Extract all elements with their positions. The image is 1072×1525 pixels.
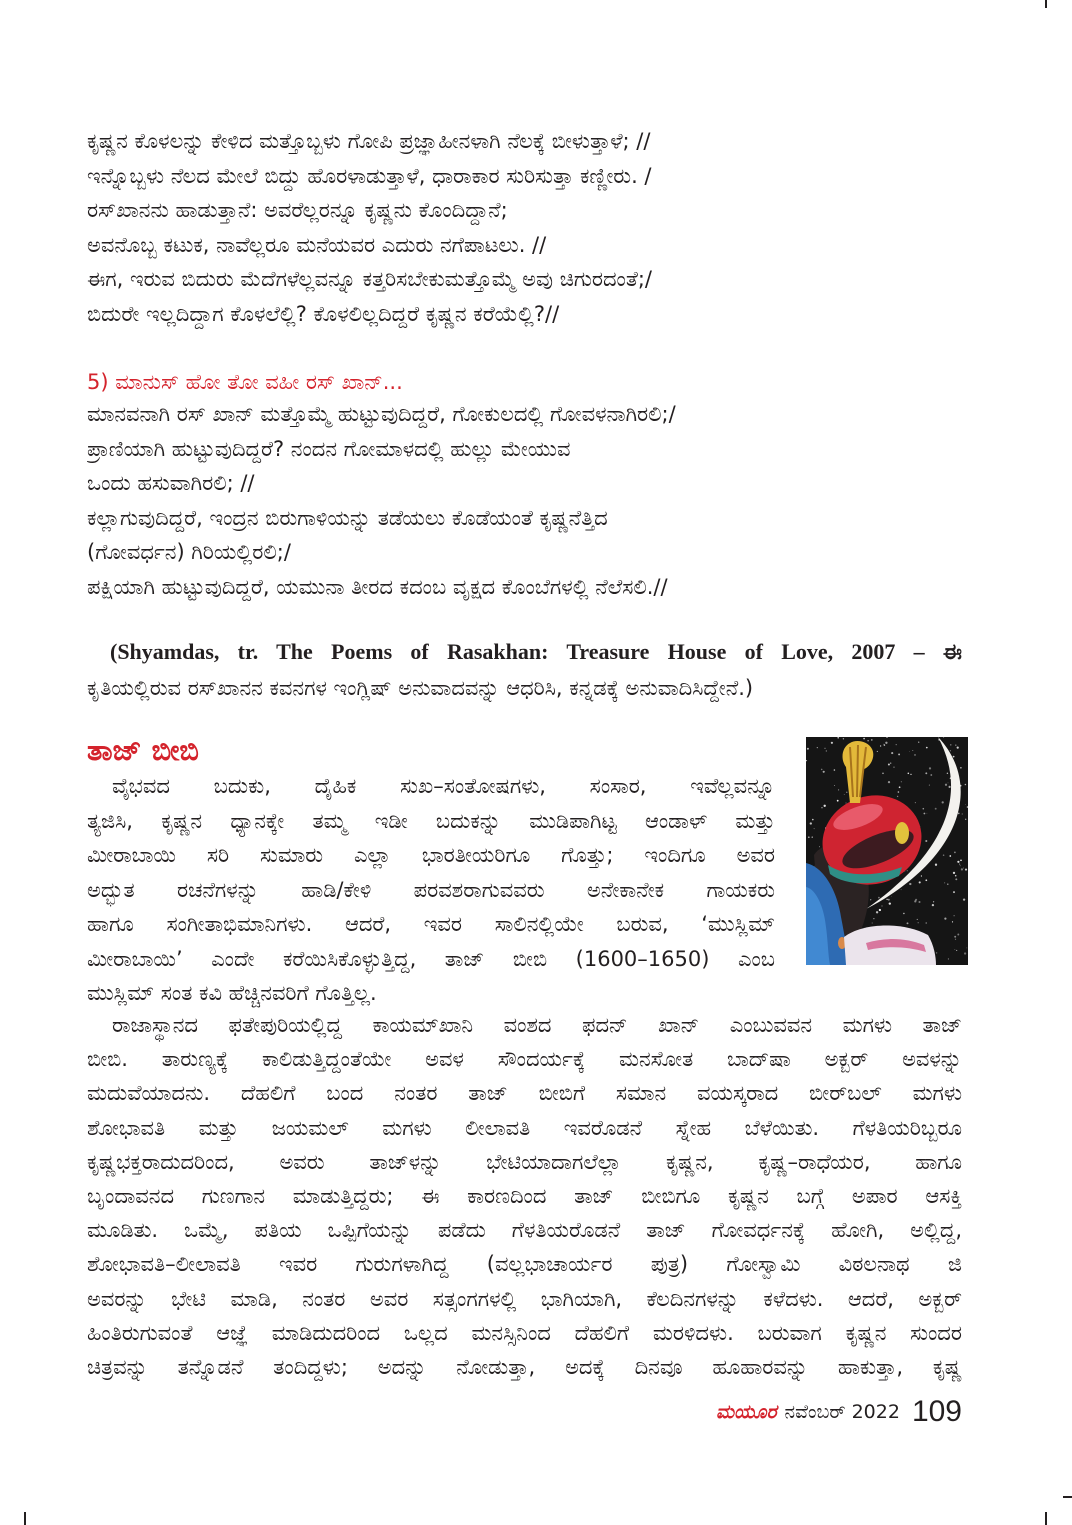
- star: [959, 864, 960, 865]
- star: [955, 875, 957, 877]
- star: [964, 952, 966, 954]
- poem-line: ಕೃಷ್ಣನ ಕೊಳಲನ್ನು ಕೇಳಿದ ಮತ್ತೊಬ್ಬಳು ಗೋಪಿ ಪ್ರಜ್ಞಾಹೀನಳಾಗಿ ನೆಲಕ್ಕೆ ಬೀಳುತ್ತಾಳೆ; //: [87, 129, 651, 153]
- star: [954, 915, 955, 916]
- star: [965, 804, 966, 805]
- star: [898, 753, 900, 755]
- star: [926, 922, 927, 923]
- star: [831, 742, 833, 744]
- star: [942, 801, 944, 803]
- star: [907, 922, 909, 924]
- star: [923, 813, 925, 815]
- star: [954, 936, 956, 938]
- star: [890, 762, 891, 763]
- star: [821, 769, 823, 771]
- star: [834, 785, 835, 786]
- star: [889, 902, 891, 904]
- paragraph-line: ಕೃಷ್ಣಭಕ್ತರಾದುದರಿಂದ, ಅವರು ತಾಜ್‌ಳನ್ನು ಭೇಟಿಯಾದಾಗಲೆಲ್ಲಾ ಕೃಷ್ಣನ, ಕೃಷ್ಣ–ರಾಧೆಯರ, ಹಾಗೂ: [87, 1149, 962, 1174]
- star: [929, 767, 931, 769]
- star: [925, 879, 927, 881]
- star: [958, 813, 960, 815]
- star: [954, 851, 956, 853]
- star: [808, 836, 810, 838]
- star: [943, 854, 945, 856]
- paragraph-line: ಶೋಭಾವತಿ ಮತ್ತು ಜಯಮಲ್ ಮಗಳು ಲೀಲಾವತಿ ಇವರೊಡನೆ ಸ್ನೇಹ ಬೆಳೆಯಿತು. ಗೆಳತಿಯರಿಬ್ಬರೂ: [87, 1115, 962, 1140]
- paragraph-line: ಹಾಗೂ ಸಂಗೀತಾಭಿಮಾನಿಗಳು. ಆದರೆ, ಇವರ ಸಾಲಿನಲ್ಲಿಯೇ ಬರುವ, ‘ಮುಸ್ಲಿಮ್: [87, 912, 775, 936]
- star: [967, 948, 968, 949]
- star: [846, 792, 847, 793]
- star: [932, 904, 934, 906]
- star: [962, 814, 963, 815]
- star: [834, 769, 836, 771]
- paragraph-line: ಬೃಂದಾವನದ ಗುಣಗಾನ ಮಾಡುತ್ತಿದ್ದರು; ಈ ಕಾರಣದಿಂದ ತಾಜ್ ಬೀಬಿಗೂ ಕೃಷ್ಣನ ಬಗ್ಗೆ ಅಪಾರ ಆಸಕ್ತಿ: [87, 1183, 962, 1208]
- crop-mark-top-right: [1045, 0, 1047, 8]
- star: [909, 883, 911, 885]
- star: [807, 748, 809, 750]
- star: [870, 899, 871, 900]
- star: [882, 772, 884, 774]
- paragraph-line: ಮೀರಾಬಾಯಿ’ ಎಂದೇ ಕರೆಯಿಸಿಕೊಳ್ಳುತ್ತಿದ್ದ, ತಾಜ್ ಬೀಬಿ (1600–1650) ಎಂಬ: [87, 946, 775, 971]
- paragraph-line: ಹಿಂತಿರುಗುವಂತೆ ಆಜ್ಞೆ ಮಾಡಿದುದರಿಂದ ಒಲ್ಲದ ಮನಸ್ಸಿನಿಂದ ದೆಹಲಿಗೆ ಮರಳಿದಳು. ಬರುವಾಗ ಕೃಷ್ಣನ ಸುಂದರ: [87, 1320, 962, 1345]
- star: [919, 881, 921, 883]
- star: [947, 884, 948, 885]
- poem-line: ರಸ್‌ಖಾನನು ಹಾಡುತ್ತಾನೆ: ಅವರೆಲ್ಲರನ್ನೂ ಕೃಷ್ಣನು ಕೊಂದಿದ್ದಾನೆ;: [87, 198, 508, 222]
- star: [918, 901, 920, 903]
- source-citation: [87, 634, 962, 706]
- paragraph-line: ರಾಜಾಸ್ಥಾನದ ಫತೇಪುರಿಯಲ್ಲಿದ್ದ ಕಾಯಮ್‌ಖಾನಿ ವಂಶದ ಫದನ್ ಖಾನ್ ಎಂಬುವವನ ಮಗಳು ತಾಜ್: [112, 1013, 962, 1037]
- star: [953, 891, 955, 893]
- star: [910, 774, 911, 775]
- crop-mark-bottom-left-vertical: [24, 1512, 26, 1525]
- star: [936, 952, 937, 953]
- star: [867, 740, 868, 741]
- star: [908, 773, 910, 775]
- star: [963, 898, 965, 900]
- star: [823, 771, 825, 773]
- poem-5-heading: 5) ಮಾನುಸ್ ಹೋ ತೋ ವಹೀ ರಸ್ ಖಾನ್...: [87, 370, 403, 394]
- star: [955, 878, 957, 880]
- article-heading: ತಾಜ್ ಬೀಬಿ: [87, 733, 199, 767]
- star: [953, 872, 955, 874]
- star: [925, 772, 927, 774]
- star: [885, 742, 887, 744]
- star: [957, 746, 959, 748]
- star: [956, 950, 957, 951]
- star: [877, 751, 878, 752]
- star: [948, 958, 949, 959]
- star: [812, 819, 814, 821]
- page-number: 109: [911, 1395, 962, 1428]
- star: [826, 750, 827, 751]
- page-footer: [716, 1392, 962, 1432]
- star: [949, 786, 951, 788]
- star: [888, 781, 890, 783]
- star: [821, 807, 822, 808]
- paragraph-line: ಮೂಡಿತು. ಒಮ್ಮೆ, ಪತಿಯ ಒಪ್ಪಿಗೆಯನ್ನು ಪಡೆದು ಗೆಳತಿಯರೊಡನೆ ತಾಜ್ ಗೋವರ್ಧನಕ್ಕೆ ಹೋಗಿ, ಅಲ್ಲಿದ್ದ,: [87, 1218, 962, 1243]
- star: [926, 747, 928, 749]
- article-paragraph-2: [87, 1008, 962, 1384]
- paragraph-line: ಚಿತ್ರವನ್ನು ತನ್ನೊಡನೆ ತಂದಿದ್ದಳು; ಅದನ್ನು ನೋಡುತ್ತಾ, ಅದಕ್ಕೆ ದಿನವೂ ಹೂಹಾರವನ್ನು ಹಾಕುತ್ತಾ, ಕೃಷ್ಣ: [87, 1354, 962, 1379]
- star: [845, 802, 846, 803]
- star: [844, 794, 845, 795]
- paragraph-line: ವೈಭವದ ಬದುಕು, ದೈಹಿಕ ಸುಖ–ಸಂತೋಷಗಳು, ಸಂಸಾರ, ಇವೆಲ್ಲವನ್ನೂ: [112, 774, 775, 798]
- star: [896, 744, 897, 745]
- star: [907, 870, 908, 871]
- star: [965, 869, 967, 871]
- star: [960, 865, 961, 866]
- star: [878, 897, 880, 899]
- star: [824, 748, 825, 749]
- star: [837, 737, 839, 739]
- poem-line: ಅವನೊಬ್ಬ ಕಟುಕ, ನಾವೆಲ್ಲರೂ ಮನೆಯವರ ಎದುರು ನಗೆಪಾಟಲು. //: [87, 232, 547, 257]
- star: [955, 939, 956, 940]
- star: [915, 802, 916, 803]
- star: [817, 747, 818, 748]
- citation-line: (Shyamdas, tr. The Poems of Rasakhan: Treasure House of Love, 2007 – ಈ: [110, 639, 962, 664]
- star: [897, 796, 898, 797]
- star: [838, 789, 839, 790]
- star: [943, 737, 944, 738]
- star: [960, 859, 962, 861]
- star: [824, 805, 826, 807]
- star: [944, 882, 945, 883]
- star: [918, 742, 919, 743]
- star: [965, 784, 967, 786]
- star: [960, 767, 962, 769]
- star: [935, 808, 937, 810]
- star: [898, 791, 900, 793]
- poem-stanza-continued: [87, 124, 987, 331]
- paragraph-line: ಬೀಬಿ. ತಾರುಣ್ಯಕ್ಕೆ ಕಾಲಿಡುತ್ತಿದ್ದಂತೆಯೇ ಅವಳ ಸೌಂದರ್ಯಕ್ಕೆ ಮನಸೋತ ಬಾದ್‌ಷಾ ಅಕ್ಬರ್ ಅವಳನ್ನು: [87, 1047, 962, 1072]
- magazine-logo: ಮಯೂರ: [715, 1401, 777, 1423]
- poem-line: ಒಂದು ಹಸುವಾಗಿರಲಿ; //: [87, 471, 255, 495]
- star: [933, 901, 934, 902]
- star: [918, 922, 919, 923]
- star: [925, 840, 927, 842]
- illustration: [806, 737, 968, 965]
- star: [901, 781, 902, 782]
- star: [947, 773, 948, 774]
- star: [944, 918, 946, 920]
- star: [952, 921, 953, 922]
- poem-5-stanza: [87, 397, 987, 604]
- paragraph-line: ಮದುವೆಯಾದನು. ದೆಹಲಿಗೆ ಬಂದ ನಂತರ ತಾಜ್ ಬೀಬಿಗೆ ಸಮಾನ ವಯಸ್ಕರಾದ ಬೀರ್‌ಬಲ್ ಮಗಳು: [87, 1081, 962, 1106]
- star: [949, 855, 951, 857]
- poem-line: (ಗೋವರ್ಧನ) ಗಿರಿಯಲ್ಲಿರಲಿ;/: [87, 540, 291, 564]
- poem-line: ಈಗ, ಇರುವ ಬಿದುರು ಮೆದೆಗಳೆಲ್ಲವನ್ನೂ ಕತ್ತರಿಸಬೇಕುಮತ್ತೊಮ್ಮೆ ಅವು ಚಿಗುರದಂತೆ;/: [87, 267, 652, 291]
- star: [873, 918, 874, 919]
- star: [871, 739, 873, 741]
- article-paragraph-1: [87, 769, 775, 1011]
- star: [909, 751, 910, 752]
- star: [843, 738, 844, 739]
- star: [880, 745, 881, 746]
- star: [950, 750, 951, 751]
- star: [819, 846, 820, 847]
- star: [955, 744, 956, 745]
- issue-date: ನವೆಂಬರ್ 2022: [784, 1401, 900, 1423]
- paragraph-line: ಅವರನ್ನು ಭೇಟಿ ಮಾಡಿ, ನಂತರ ಅವರ ಸತ್ಸಂಗಗಳಲ್ಲಿ ಭಾಗಿಯಾಗಿ, ಕೆಲದಿನಗಳನ್ನು ಕಳೆದಳು. ಆದರೆ, ಅಕ್ಬರ್: [87, 1286, 962, 1311]
- poem-line: ಇನ್ನೊಬ್ಬಳು ನೆಲದ ಮೇಲೆ ಬಿದ್ದು ಹೊರಳಾಡುತ್ತಾಳೆ, ಧಾರಾಕಾರ ಸುರಿಸುತ್ತಾ ಕಣ್ಣೀರು. /: [87, 163, 652, 188]
- star: [927, 813, 928, 814]
- star: [957, 934, 959, 936]
- star: [891, 896, 892, 897]
- star: [879, 909, 881, 911]
- star: [923, 808, 925, 810]
- star: [888, 764, 890, 766]
- paragraph-line: ಮೀರಾಬಾಯಿ ಸರಿ ಸುಮಾರು ಎಲ್ಲಾ ಭಾರತೀಯರಿಗೂ ಗೊತ್ತು; ಇಂದಿಗೂ ಅವರ: [87, 843, 775, 867]
- poem-line: ಪ್ರಾಣಿಯಾಗಿ ಹುಟ್ಟುವುದಿದ್ದರೆ? ನಂದನ ಗೋಮಾಳದಲ್ಲಿ ಹುಲ್ಲು ಮೇಯುವ: [87, 436, 571, 461]
- star: [945, 784, 947, 786]
- star: [876, 911, 878, 913]
- illustration-painting: [806, 737, 968, 965]
- star: [810, 822, 812, 824]
- crop-mark-bottom-right-vertical: [1045, 1512, 1047, 1525]
- star: [914, 754, 916, 756]
- paragraph-line: ಶೋಭಾವತಿ–ಲೀಲಾವತಿ ಇವರ ಗುರುಗಳಾಗಿದ್ದ (ವಲ್ಲಭಾಚಾರ್ಯರ ಪುತ್ರ) ಗೋಸ್ವಾಮಿ ವಿಠಲನಾಥ ಜಿ: [87, 1252, 962, 1277]
- star: [881, 905, 882, 906]
- star: [894, 767, 895, 768]
- star: [957, 861, 959, 863]
- star: [929, 785, 930, 786]
- star: [930, 774, 932, 776]
- star: [863, 738, 865, 740]
- star: [812, 836, 813, 837]
- star: [963, 868, 964, 869]
- star: [914, 900, 916, 902]
- crop-mark-bottom-right-horizontal: [1063, 1496, 1072, 1498]
- star: [872, 922, 873, 923]
- star: [965, 819, 966, 820]
- star: [886, 899, 887, 900]
- star: [883, 744, 884, 745]
- paragraph-line: ಮುಸ್ಲಿಮ್ ಸಂತ ಕವಿ ಹೆಚ್ಚಿನವರಿಗೆ ಗೊತ್ತಿಲ್ಲ.: [87, 981, 377, 1005]
- star: [935, 864, 937, 866]
- poem-line: ಕಲ್ಲಾಗುವುದಿದ್ದರೆ, ಇಂದ್ರನ ಬಿರುಗಾಳಿಯನ್ನು ತಡೆಯಲು ಕೊಡೆಯಂತೆ ಕೃಷ್ಣನೆತ್ತಿದ: [87, 505, 608, 530]
- turban-jewel: [895, 822, 909, 844]
- poem-line: ಬಿದುರೇ ಇಲ್ಲದಿದ್ದಾಗ ಕೊಳಲೆಲ್ಲಿ? ಕೊಳಲಿಲ್ಲದಿದ್ದರೆ ಕೃಷ್ಣನ ಕರೆಯೆಲ್ಲಿ?//: [87, 301, 560, 326]
- star: [912, 750, 913, 751]
- star: [814, 828, 815, 829]
- star: [917, 919, 918, 920]
- star: [899, 786, 901, 788]
- paragraph-line: ತ್ಯಜಿಸಿ, ಕೃಷ್ಣನ ಧ್ಯಾನಕ್ಕೇ ತಮ್ಮ ಇಡೀ ಬದುಕನ್ನು ಮುಡಿಪಾಗಿಟ್ಟ ಆಂಡಾಳ್ ಮತ್ತು: [87, 808, 775, 833]
- citation-line: ಕೃತಿಯಲ್ಲಿರುವ ರಸ್‌ಖಾನನ ಕವನಗಳ ಇಂಗ್ಲಿಷ್ ಅನುವಾದವನ್ನು ಆಧರಿಸಿ, ಕನ್ನಡಕ್ಕೆ ಅನುವಾದಿಸಿದ್ದೇನೆ.): [87, 676, 754, 700]
- star: [891, 752, 893, 754]
- star: [961, 868, 963, 870]
- star: [955, 949, 956, 950]
- star: [837, 800, 839, 802]
- poem-line: ಪಕ್ಷಿಯಾಗಿ ಹುಟ್ಟುವುದಿದ್ದರೆ, ಯಮುನಾ ತೀರದ ಕದಂಬ ವೃಕ್ಷದ ಕೊಂಬೆಗಳಲ್ಲಿ ನೆಲೆಸಲಿ.//: [87, 574, 668, 599]
- star: [901, 889, 902, 890]
- star: [950, 744, 951, 745]
- paragraph-line: ಅದ್ಭುತ ರಚನೆಗಳನ್ನು ಹಾಡಿ/ಕೇಳಿ ಪರವಶರಾಗುವವರು ಅನೇಕಾನೇಕ ಗಾಯಕರು: [87, 877, 775, 902]
- star: [948, 783, 949, 784]
- poem-line: ಮಾನವನಾಗಿ ರಸ್ ಖಾನ್ ಮತ್ತೊಮ್ಮೆ ಹುಟ್ಟುವುದಿದ್ದರೆ, ಗೋಕುಲದಲ್ಲಿ ಗೋವಳನಾಗಿರಲಿ;/: [87, 402, 676, 426]
- star: [921, 875, 922, 876]
- star: [888, 899, 890, 901]
- star: [953, 756, 955, 758]
- star: [903, 913, 904, 914]
